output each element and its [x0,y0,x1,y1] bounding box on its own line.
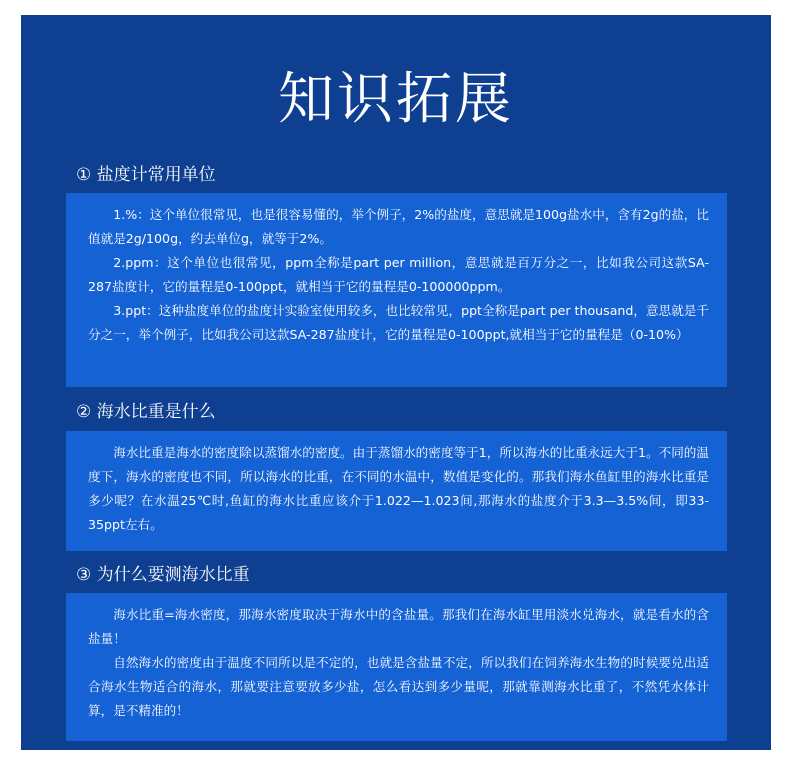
paragraph: 海水比重是海水的密度除以蒸馏水的密度。由于蒸馏水的密度等于1，所以海水的比重永远大于1。不同的温度下，海水的密度也不同，所以海水的比重，在不同的水温中，数值是变化的。那我们海水鱼缸里的海水比重是多少呢？在水温25℃时,鱼缸的海水比重应该介于1.022—1.023间,那海水的盐度介于3.3—3.5%间，即33-35ppt左右。 [88,445,709,532]
section-box-specific-gravity [66,431,727,551]
section-box-why-measure [66,593,727,741]
paragraph: 2.ppm：这个单位也很常见，ppm全称是part per million，意思就是百万分之一，比如我公司这款SA-287盐度计，它的量程是0-100ppt，就相当于它的量程是0-100000ppm。 [88,255,709,294]
paragraph: 1.%：这个单位很常见，也是很容易懂的，举个例子，2%的盐度，意思就是100g盐水中，含有2g的盐，比值就是2g/100g，约去单位g，就等于2%。 [88,207,709,246]
page-title: 知识拓展 [278,67,514,132]
paragraph: 自然海水的密度由于温度不同所以是不定的，也就是含盐量不定，所以我们在饲养海水生物的时候要兑出适合海水生物适合的海水，那就要注意要放多少盐，怎么看达到多少量呢，那就靠测海水比重了，不然凭水体计算，是不精准的！ [88,655,709,718]
paragraph: 3.ppt：这种盐度单位的盐度计实验室使用较多，也比较常见，ppt全称是part per thousand，意思就是千分之一，举个例子，比如我公司这款SA-287盐度计，它的量程是0-100ppt,就相当于它的量程是（0-10%） [88,303,709,342]
content-panel [21,15,771,750]
paragraph: 海水比重=海水密度，那海水密度取决于海水中的含盐量。那我们在海水缸里用淡水兑海水，就是看水的含盐量！ [88,607,709,646]
section-heading-specific-gravity: ② 海水比重是什么 [76,402,216,422]
section-box-units [66,193,727,387]
section-heading-why-measure: ③ 为什么要测海水比重 [76,565,250,585]
section-heading-units: ① 盐度计常用单位 [76,165,216,185]
